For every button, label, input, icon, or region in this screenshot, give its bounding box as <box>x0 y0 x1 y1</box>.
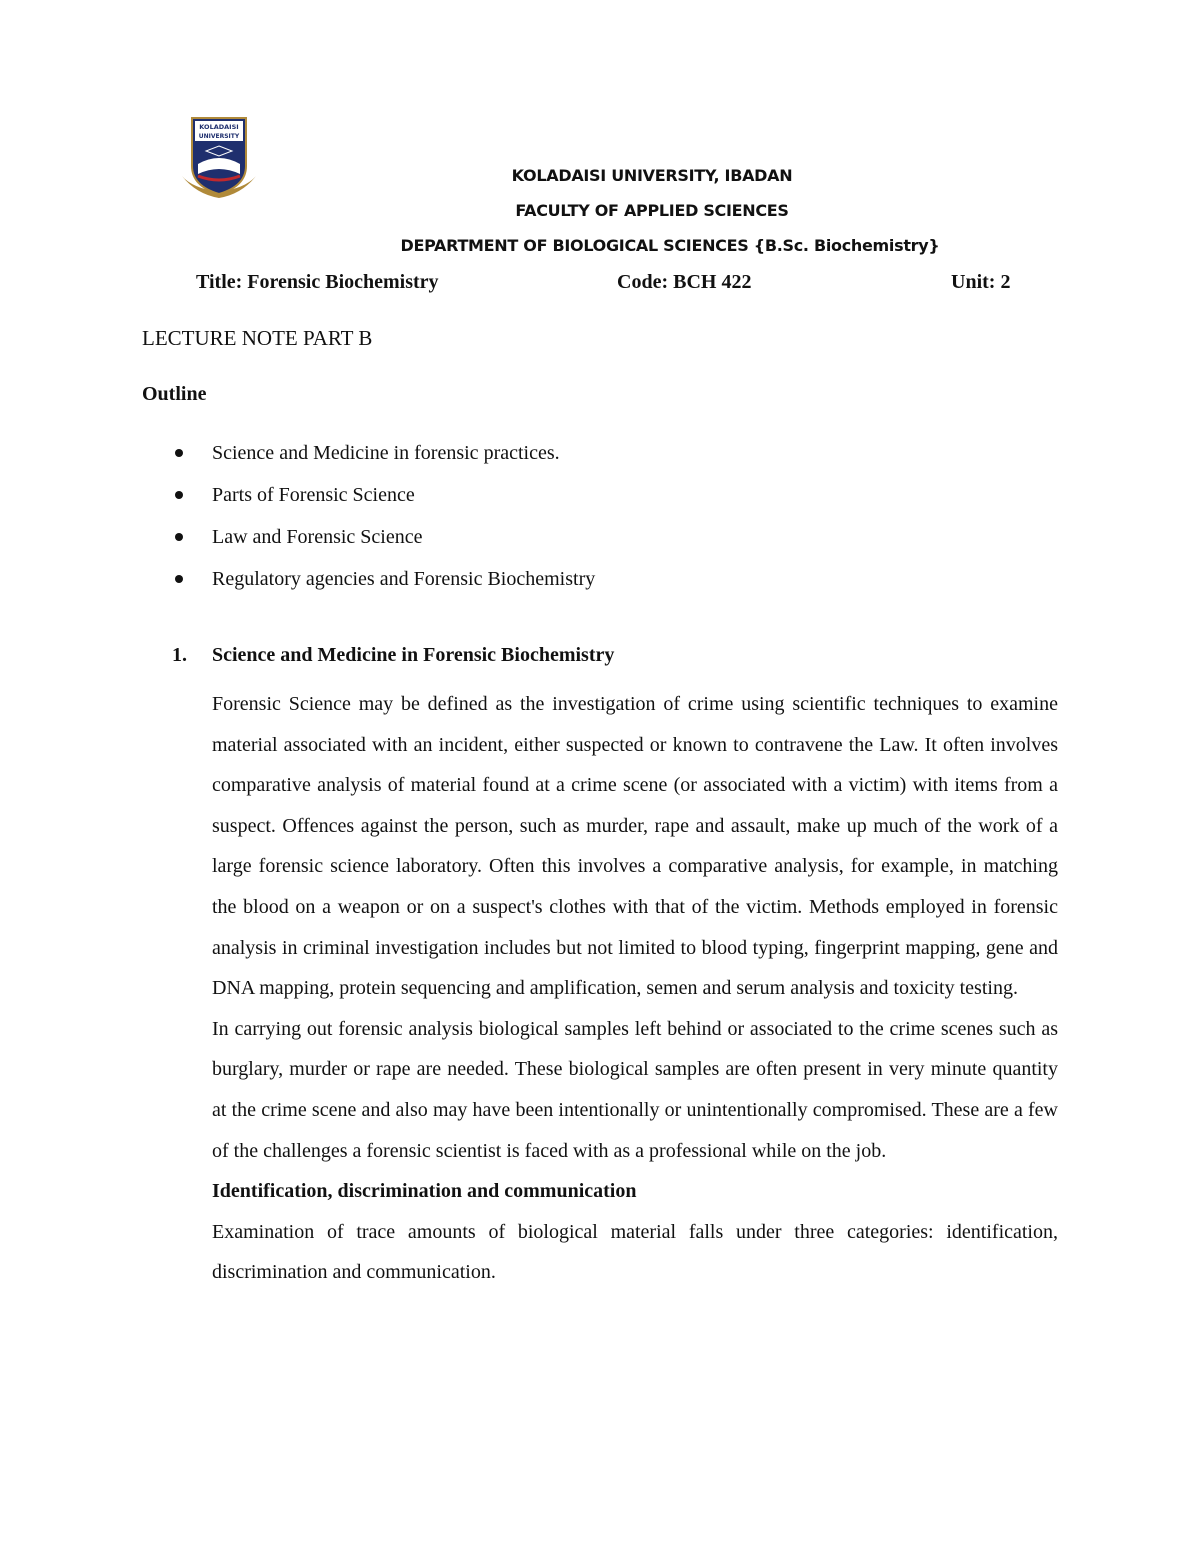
section-title: Science and Medicine in Forensic Biochemistry <box>212 644 615 666</box>
outline-item-text: Parts of Forensic Science <box>212 484 415 506</box>
logo-text-bottom: UNIVERSITY <box>198 133 240 140</box>
list-item <box>172 525 595 567</box>
section-body <box>212 684 1058 1293</box>
paragraph: In carrying out forensic analysis biological samples left behind or associated to the crime scenes such as burglary, murder or rape are needed. These biological samples are often present in very minute quantity at the crime scene and also may have been intentionally or unintentionally compromised. These are a few of the challenges a forensic scientist is faced with as a professional while on the job. <box>212 1017 1058 1162</box>
section-number: 1. <box>172 644 187 666</box>
outline-item-text: Science and Medicine in forensic practices. <box>212 442 560 464</box>
list-item <box>172 567 595 609</box>
subheading: Identification, discrimination and communication <box>212 1180 637 1203</box>
lecture-part-label: LECTURE NOTE PART B <box>142 326 373 350</box>
bullet-icon <box>175 575 183 583</box>
university-logo <box>176 114 262 200</box>
list-item <box>172 441 595 483</box>
course-code: Code: BCH 422 <box>617 271 752 293</box>
outline-item-text: Regulatory agencies and Forensic Biochemistry <box>212 568 596 590</box>
logo-text-top: KOLADAISI <box>199 123 239 131</box>
bullet-icon <box>175 533 183 541</box>
outline-item-text: Law and Forensic Science <box>212 526 423 548</box>
course-title: Title: Forensic Biochemistry <box>196 271 439 293</box>
bullet-icon <box>175 491 183 499</box>
faculty-name: FACULTY OF APPLIED SCIENCES <box>515 201 789 220</box>
university-name: KOLADAISI UNIVERSITY, IBADAN <box>511 166 793 185</box>
outline-heading: Outline <box>142 383 207 405</box>
list-item <box>172 483 595 525</box>
course-unit: Unit: 2 <box>951 271 1011 293</box>
bullet-icon <box>175 449 183 457</box>
paragraph: Examination of trace amounts of biological material falls under three categories: identification, discrimination and communication. <box>212 1220 1058 1284</box>
outline-list <box>172 441 595 609</box>
paragraph: Forensic Science may be defined as the investigation of crime using scientific techniques to examine material associated with an incident, either suspected or known to contravene the Law. It often involves comparative analysis of material found at a crime scene (or associated with a victim) with items from a suspect. Offences against the person, such as murder, rape and assault, make up much of the work of a large forensic science laboratory. Often this involves a comparative analysis, for example, in matching the blood on a weapon or on a suspect's clothes with that of the victim. Methods employed in forensic analysis in criminal investigation includes but not limited to blood typing, fingerprint mapping, gene and DNA mapping, protein sequencing and amplification, semen and serum analysis and toxicity testing. <box>212 693 1058 1000</box>
department-name: DEPARTMENT OF BIOLOGICAL SCIENCES {B.Sc. Biochemistry} <box>400 236 940 255</box>
